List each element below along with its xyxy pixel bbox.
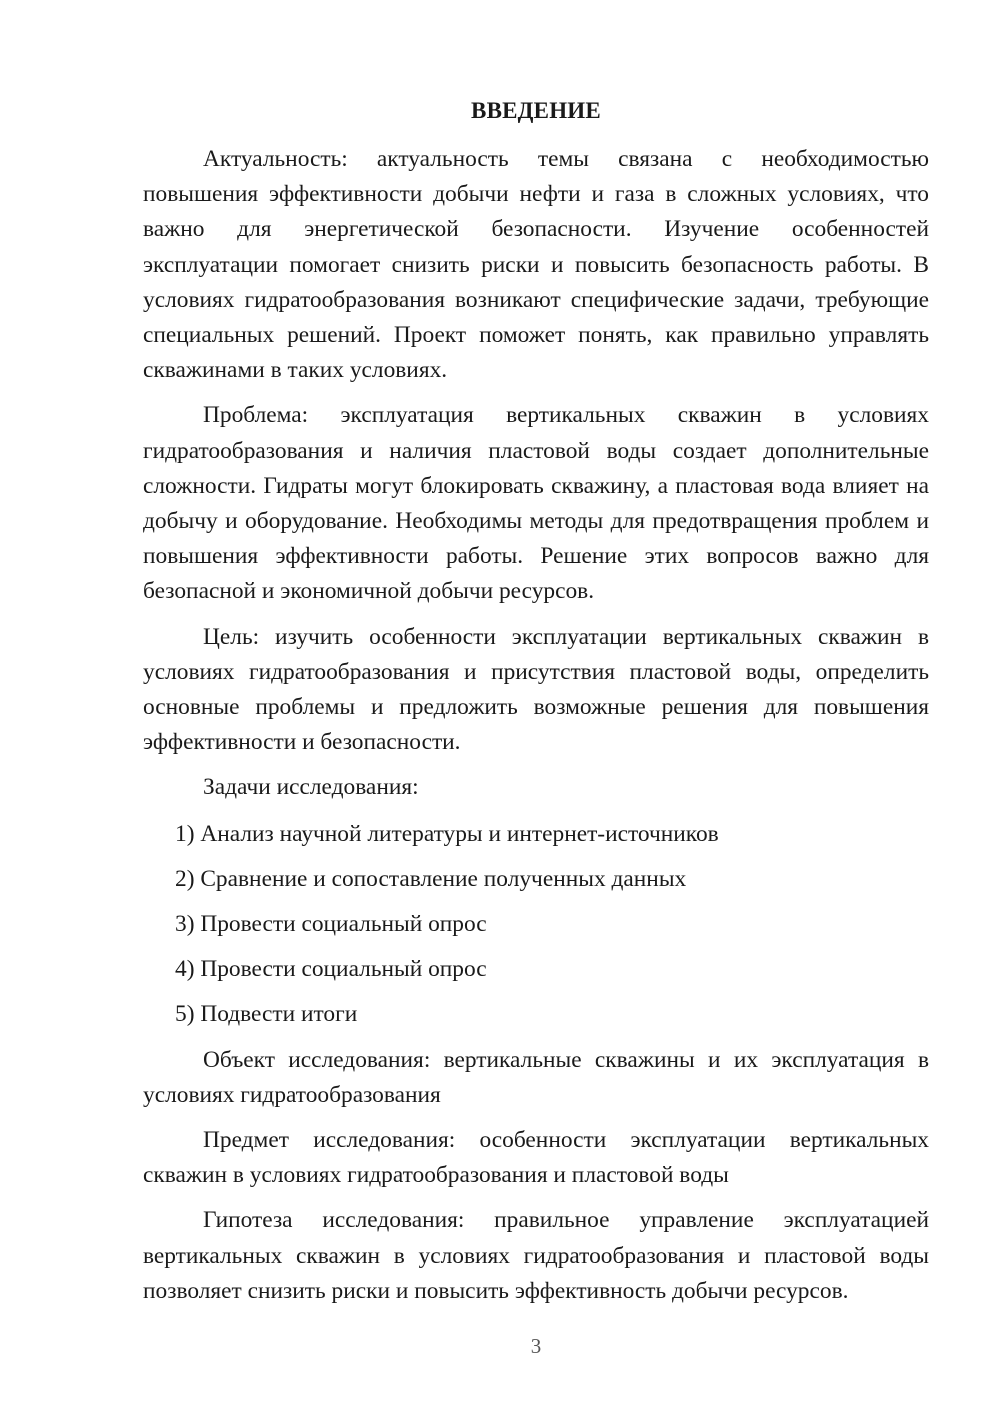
tasks-heading: Задачи исследования: <box>203 774 419 801</box>
tasks-list <box>143 817 929 1033</box>
page-title: ВВЕДЕНИЕ <box>471 98 601 123</box>
page-number: 3 <box>530 1334 542 1358</box>
hypothesis-paragraph: Гипотеза исследования: правильное управление эксплуатацией вертикальных скважин в условиях гидратообразования и пластовой воды позволяет снизить риски и повысить эффективность добычи ресурсов. <box>143 1207 929 1304</box>
relevance-paragraph: Актуальность: актуальность темы связана с необходимостью повышения эффективности добычи нефти и газа в сложных условиях, что важно для энергетической безопасности. Изучение особенностей эксплуатации помогает снизить риски и повысить безопасность работы. В условиях гидратообразования возникают специфические задачи, требующие специальных решений. Проект поможет понять, как правильно управлять скважинами в таких условиях. <box>143 146 929 384</box>
list-item: 3) Провести социальный опрос <box>175 911 487 938</box>
list-item: 2) Сравнение и сопоставление полученных данных <box>175 865 687 892</box>
list-item: 5) Подвести итоги <box>175 1001 358 1028</box>
document-body <box>143 142 929 1309</box>
list-item: 1) Анализ научной литературы и интернет-источников <box>175 820 719 847</box>
problem-paragraph: Проблема: эксплуатация вертикальных скважин в условиях гидратообразования и наличия пластовой воды создает дополнительные сложности. Гидраты могут блокировать скважину, а пластовая вода влияет на добычу и оборудование. Необходимы методы для предотвращения проблем и повышения эффективности работы. Решение этих вопросов важно для безопасной и экономичной добычи ресурсов. <box>143 402 929 605</box>
subject-paragraph: Предмет исследования: особенности эксплуатации вертикальных скважин в условиях гидратообразования и пластовой воды <box>143 1127 929 1189</box>
list-item: 4) Провести социальный опрос <box>175 956 487 983</box>
object-paragraph: Объект исследования: вертикальные скважины и их эксплуатация в условиях гидратообразования <box>143 1046 929 1108</box>
goal-paragraph: Цель: изучить особенности эксплуатации вертикальных скважин в условиях гидратообразования и присутствия пластовой воды, определить основные проблемы и предложить возможные решения для повышения эффективности и безопасности. <box>143 623 929 756</box>
